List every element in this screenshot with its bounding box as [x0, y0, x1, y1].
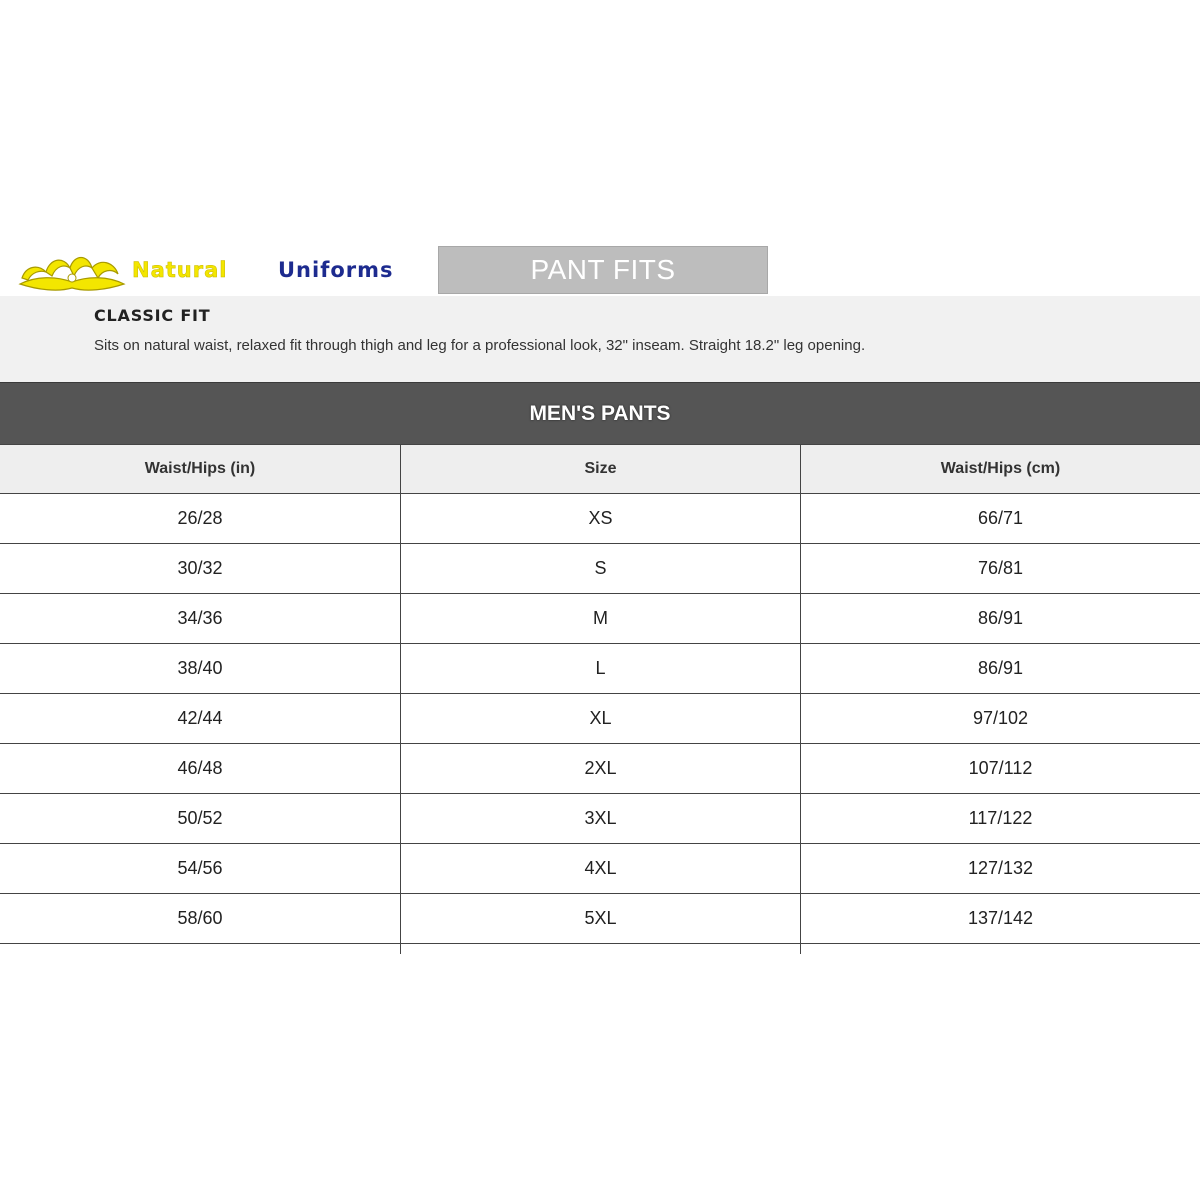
cell-waist-in: 30/32: [177, 558, 223, 578]
table-row: [0, 794, 1200, 844]
table-row: [0, 694, 1200, 744]
cell-waist-cm: 117/122: [800, 794, 1200, 843]
brand-logo: [16, 248, 436, 294]
brand-word-natural: Natural: [132, 258, 228, 282]
fit-description-band: [0, 296, 1200, 382]
cell-waist-in: 54/56: [177, 858, 223, 878]
header-waist-cm: Waist/Hips (cm): [800, 445, 1200, 493]
cell-waist-in: 26/28: [177, 508, 223, 528]
cell-waist-cm: 137/142: [800, 894, 1200, 943]
fit-description: Sits on natural waist, relaxed fit through thigh and leg for a professional look, 32" inseam. Straight 18.2" leg opening.: [94, 337, 866, 354]
table-row: [0, 844, 1200, 894]
table-row: [0, 644, 1200, 694]
table-title: MEN'S PANTS: [0, 382, 1200, 444]
table-row: [0, 744, 1200, 794]
header: [0, 244, 1200, 296]
lotus-logo-icon: [16, 248, 128, 294]
cell-size: XS: [400, 494, 800, 543]
brand-word-uniforms: Uniforms: [278, 258, 394, 282]
cell-waist-in: 58/60: [177, 908, 223, 928]
cell-size: XL: [400, 694, 800, 743]
table-row: [0, 594, 1200, 644]
cell-waist-in: 46/48: [177, 758, 223, 778]
cell-size: 2XL: [400, 744, 800, 793]
size-table: [0, 382, 1200, 954]
cell-waist-in: 34/36: [177, 608, 223, 628]
header-size: Size: [400, 445, 800, 493]
table-row: [0, 544, 1200, 594]
cell-empty: [0, 944, 400, 954]
cell-waist-in: 50/52: [177, 808, 223, 828]
table-row: [0, 894, 1200, 944]
table-row-cutoff: [0, 944, 1200, 954]
cell-waist-cm: 76/81: [800, 544, 1200, 593]
cell-size: M: [400, 594, 800, 643]
cell-size: S: [400, 544, 800, 593]
table-header-row: [0, 444, 1200, 494]
cell-size: L: [400, 644, 800, 693]
cell-waist-cm: 97/102: [800, 694, 1200, 743]
header-waist-in: Waist/Hips (in): [144, 460, 256, 477]
cell-waist-cm: 66/71: [800, 494, 1200, 543]
cell-waist-in: 42/44: [177, 708, 223, 728]
cell-size: 3XL: [400, 794, 800, 843]
fit-title: CLASSIC FIT: [94, 306, 211, 325]
cell-size: 4XL: [400, 844, 800, 893]
cell-waist-cm: 107/112: [800, 744, 1200, 793]
cell-waist-cm: 86/91: [800, 644, 1200, 693]
cell-empty: [400, 944, 800, 954]
table-row: [0, 494, 1200, 544]
cell-waist-cm: 86/91: [800, 594, 1200, 643]
page-title: PANT FITS: [438, 246, 768, 294]
cell-waist-cm: 127/132: [800, 844, 1200, 893]
cell-size: 5XL: [400, 894, 800, 943]
cell-empty: [800, 944, 1200, 954]
cell-waist-in: 38/40: [177, 658, 223, 678]
